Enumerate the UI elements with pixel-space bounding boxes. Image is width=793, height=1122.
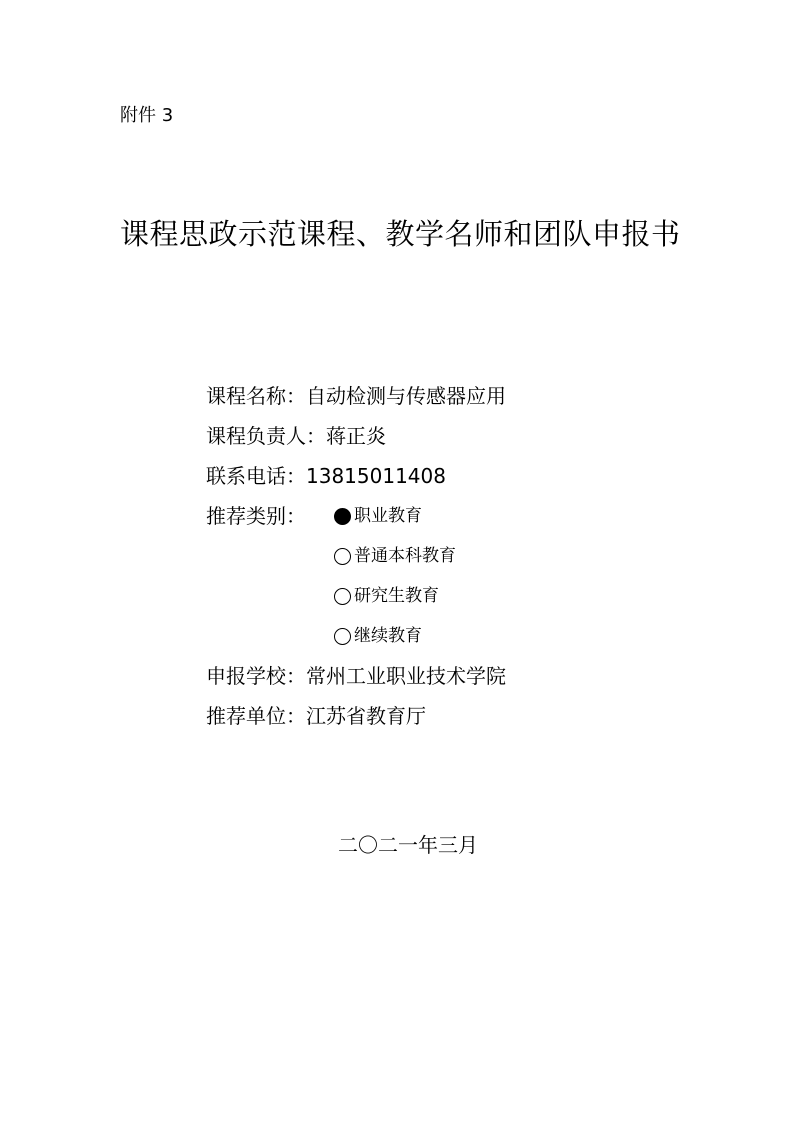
course-leader-row xyxy=(206,421,386,451)
recommender-label: 推荐单位： xyxy=(206,704,306,728)
radio-empty-icon[interactable] xyxy=(334,548,351,565)
category-option-continuing[interactable] xyxy=(334,623,422,649)
category-option-label: 普通本科教育 xyxy=(354,546,456,566)
phone-label: 联系电话： xyxy=(206,464,306,488)
document-title: 课程思政示范课程、教学名师和团队申报书 xyxy=(120,217,681,251)
school-label: 申报学校： xyxy=(206,664,306,688)
school-value: 常州工业职业技术学院 xyxy=(306,664,506,688)
document-date: 二〇二一年三月 xyxy=(338,833,478,857)
school-row xyxy=(206,661,506,691)
radio-filled-icon[interactable] xyxy=(334,508,351,525)
recommender-row xyxy=(206,701,426,731)
course-name-label: 课程名称： xyxy=(206,384,306,408)
recommender-value: 江苏省教育厅 xyxy=(306,704,426,728)
attachment-label: 附件 3 xyxy=(120,105,174,126)
radio-empty-icon[interactable] xyxy=(334,628,351,645)
category-label: 推荐类别： xyxy=(206,504,306,528)
category-option-graduate[interactable] xyxy=(334,583,439,609)
category-option-label: 研究生教育 xyxy=(354,586,439,606)
category-option-undergraduate[interactable] xyxy=(334,543,456,569)
phone-row xyxy=(206,461,446,491)
category-option-vocational[interactable] xyxy=(334,503,422,529)
radio-empty-icon[interactable] xyxy=(334,588,351,605)
course-leader-label: 课程负责人： xyxy=(206,424,326,448)
category-option-label: 继续教育 xyxy=(354,626,422,646)
category-option-label: 职业教育 xyxy=(354,506,422,526)
course-name-row xyxy=(206,381,506,411)
course-name-value: 自动检测与传感器应用 xyxy=(306,384,506,408)
category-row xyxy=(206,501,306,531)
phone-value: 13815011408 xyxy=(306,464,446,488)
course-leader-value: 蒋正炎 xyxy=(326,424,386,448)
